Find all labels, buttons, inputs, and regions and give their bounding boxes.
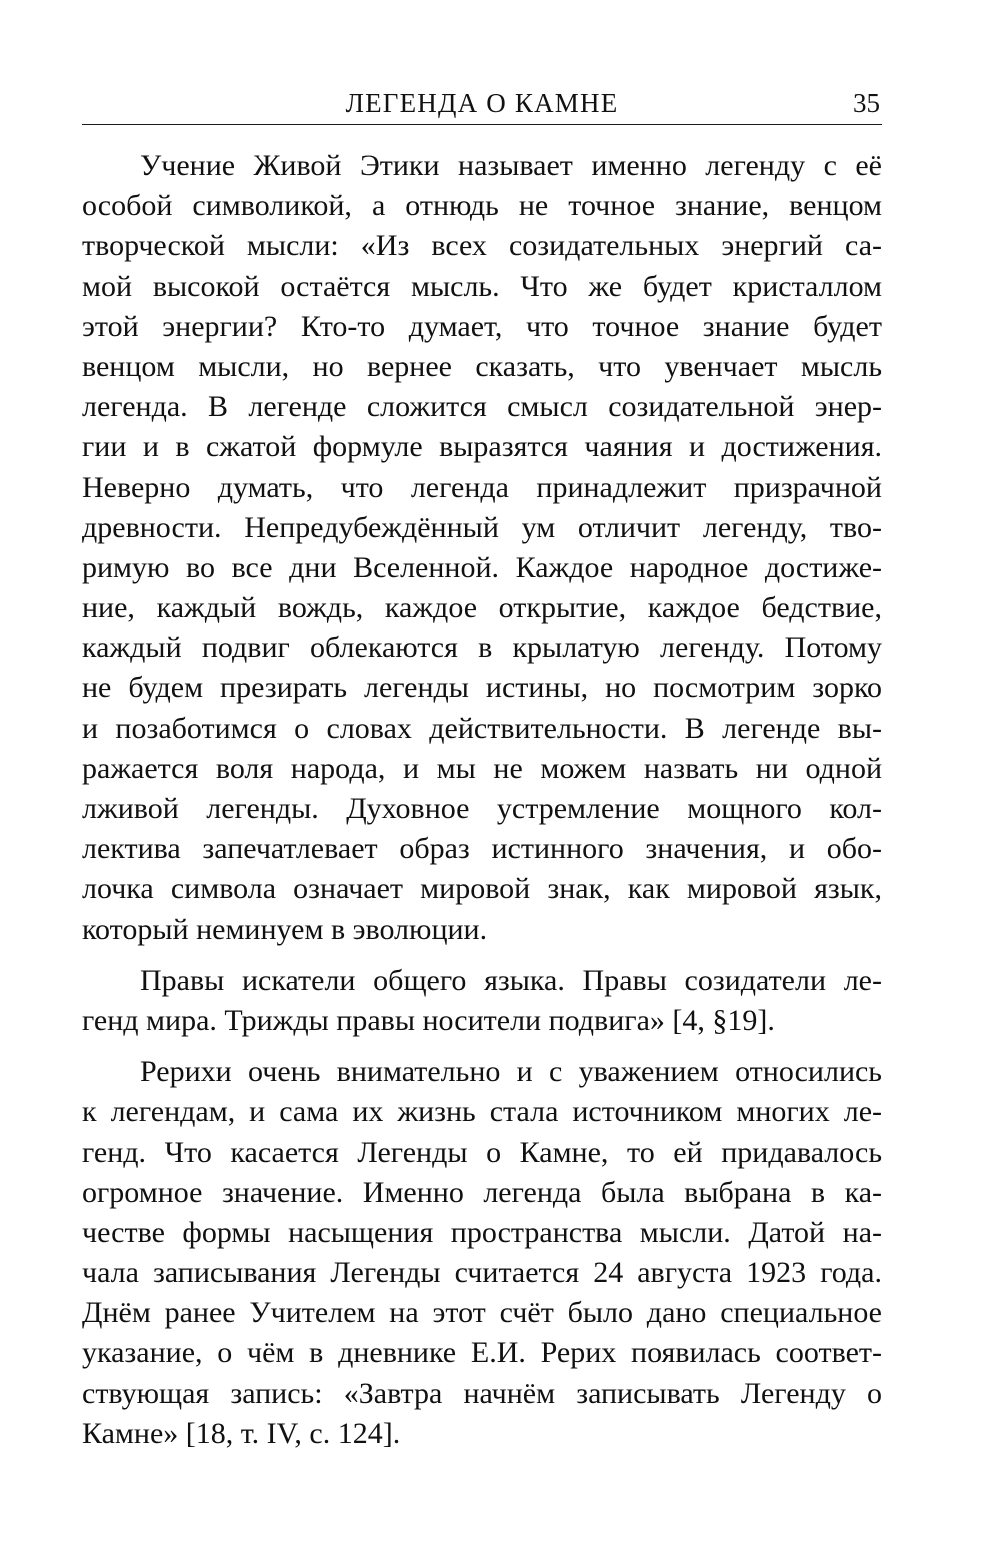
text-line: лочка символа означает мировой знак, как мировой язык, [82, 872, 882, 906]
body-text [82, 146, 882, 1454]
text-line: огромное значение. Именно легенда была выбрана в ка- [82, 1175, 882, 1209]
text-line: Рерихи очень внимательно и с уважением относились [140, 1055, 882, 1089]
text-line: мой высокой остаётся мысль. Что же будет кристаллом [82, 269, 882, 303]
paragraph-3 [82, 1052, 882, 1454]
text-line: Неверно думать, что легенда принадлежит призрачной [82, 470, 882, 504]
text-line: указание, о чём в дневнике Е.И. Рерих появилась соответ- [82, 1336, 882, 1370]
page-number: 35 [853, 88, 880, 118]
running-title: ЛЕГЕНДА О КАМНЕ [345, 88, 619, 118]
text-line: Камне» [18, т. IV, с. 124]. [82, 1416, 401, 1450]
text-line: легенда. В легенде сложится смысл созидательной энер- [82, 390, 882, 424]
text-line: который неминуем в эволюции. [82, 912, 488, 946]
text-line: честве формы насыщения пространства мысли. Датой на- [82, 1215, 882, 1249]
text-line: лектива запечатлевает образ истинного значения, и обо- [82, 832, 882, 866]
text-line: генд. Что касается Легенды о Камне, то ей придавалось [82, 1135, 882, 1169]
text-line: и позаботимся о словах действительности. В легенде вы- [82, 711, 882, 745]
text-line: гии и в сжатой формуле выразятся чаяния и достижения. [82, 430, 882, 464]
text-line: лживой легенды. Духовное устремление мощного кол- [82, 792, 882, 825]
text-line: римую во все дни Вселенной. Каждое народное достиже- [82, 550, 882, 584]
text-line: генд мира. Трижды правы носители подвига» [4, §19]. [82, 1003, 775, 1037]
text-line: Учение Живой Этики называет именно легенду с её [140, 149, 882, 182]
paragraph-spacer [82, 1041, 882, 1052]
paragraph-1 [82, 146, 882, 950]
text-line: каждый подвиг облекаются в крылатую легенду. Потому [82, 631, 882, 665]
text-line: чала записывания Легенды считается 24 августа 1923 года. [82, 1256, 882, 1290]
text-line: Правы искатели общего языка. Правы созидатели ле- [140, 963, 882, 997]
text-line: творческой мысли: «Из всех созидательных энергий са- [82, 229, 882, 263]
text-line: этой энергии? Кто-то думает, что точное знание будет [82, 309, 882, 343]
text-line: Днём ранее Учителем на этот счёт было дано специальное [82, 1296, 882, 1330]
text-line: особой символикой, а отнюдь не точное знание, венцом [82, 189, 882, 223]
page-header [82, 84, 882, 125]
text-line: древности. Непредубеждённый ум отличит легенду, тво- [82, 510, 882, 544]
text-line: ние, каждый вождь, каждое открытие, каждое бедствие, [82, 591, 882, 625]
text-line: к легендам, и сама их жизнь стала источником многих ле- [82, 1095, 882, 1129]
text-line: венцом мысли, но вернее сказать, что увенчает мысль [82, 349, 882, 383]
text-line: ствующая запись: «Завтра начнём записывать Легенду о [82, 1376, 882, 1410]
text-line: ражается воля народа, и мы не можем назвать ни одной [82, 751, 882, 785]
paragraph-2 [82, 961, 882, 1041]
text-line: не будем презирать легенды истины, но посмотрим зорко [82, 671, 882, 705]
paragraph-spacer [82, 950, 882, 961]
